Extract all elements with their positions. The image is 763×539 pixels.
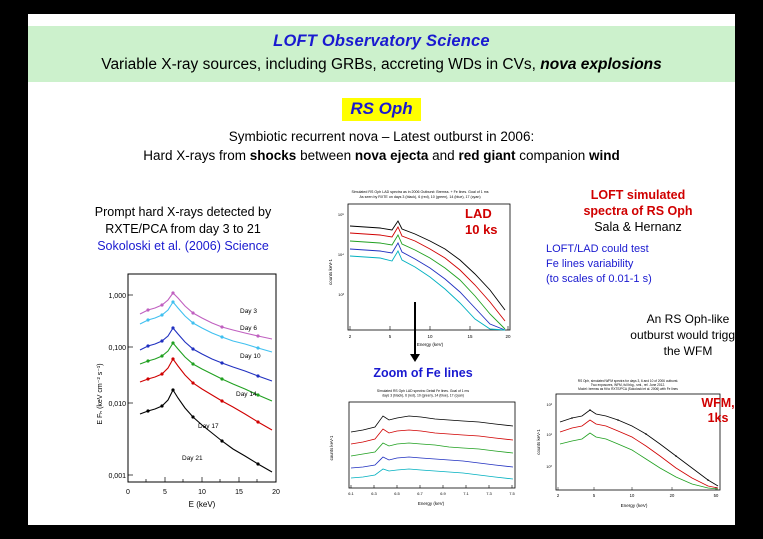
svg-text:7.5: 7.5: [509, 491, 515, 496]
page-title: [28, 98, 735, 121]
svg-text:Day 17: Day 17: [198, 423, 219, 430]
svg-text:10¹: 10¹: [546, 433, 552, 437]
wfm-caption-line-3: the WFM: [663, 344, 713, 358]
subtitle-frag-e: and: [428, 148, 459, 163]
loft-note: [546, 242, 731, 287]
subtitle-frag-c: between: [296, 148, 355, 163]
svg-text:Day 14: Day 14: [236, 391, 257, 398]
svg-text:6.7: 6.7: [417, 491, 423, 496]
subtitle-block: [28, 127, 735, 165]
svg-text:20: 20: [505, 334, 511, 339]
svg-text:5: 5: [592, 493, 596, 498]
svg-text:15: 15: [235, 489, 243, 496]
left-caption-reference: Sokoloski et al. (2006) Science: [97, 239, 269, 253]
loft-note-line-2: Fe lines variability: [546, 258, 634, 270]
svg-text:6.5: 6.5: [394, 491, 400, 496]
svg-text:0,100: 0,100: [108, 345, 126, 352]
svg-text:20: 20: [669, 493, 675, 498]
left-caption: [68, 204, 298, 255]
svg-text:RS Oph, simulated WFM spectra: RS Oph, simulated WFM spectra for days 3, 6 and 10 of 2006 outburst.: [577, 379, 679, 383]
svg-text:Energy (keV): Energy (keV): [620, 503, 648, 508]
loft-note-line-1: LOFT/LAD could test: [546, 243, 649, 255]
svg-text:days 3 (black), 6 (red), 10 (g: days 3 (black), 6 (red), 10 (green), 14 (blue), 17 (cyan): [382, 393, 464, 398]
wfm-caption: [623, 311, 753, 359]
chart-zoom-fe-lines: [323, 386, 523, 514]
svg-text:Day 10: Day 10: [240, 353, 261, 360]
svg-text:10³: 10³: [338, 292, 344, 297]
svg-text:Day 21: Day 21: [182, 455, 203, 462]
subtitle-line-1: Symbiotic recurrent nova – Latest outburst in 2006:: [228, 129, 535, 144]
svg-text:2: 2: [556, 493, 560, 498]
svg-text:5: 5: [388, 334, 392, 339]
chart-rxte-pca-svg: [90, 264, 290, 512]
left-caption-line-2: RXTE/PCA from day 3 to 21: [105, 222, 261, 236]
svg-text:10: 10: [629, 493, 635, 498]
svg-text:10: 10: [427, 334, 433, 339]
svg-text:15: 15: [467, 334, 473, 339]
subtitle-line-2: [28, 146, 735, 165]
zoom-fe-lines-label: Zoom of Fe lines: [373, 366, 473, 380]
chart-rxte-pca-spectra: [90, 264, 290, 512]
wfm-caption-line-1: An RS Oph-like: [646, 312, 730, 326]
svg-text:counts keV-1: counts keV-1: [328, 258, 333, 286]
svg-text:2: 2: [348, 334, 352, 339]
svg-text:1,000: 1,000: [108, 293, 126, 300]
svg-text:Energy (keV): Energy (keV): [417, 501, 445, 506]
loft-sim-line-1: LOFT simulated: [590, 188, 686, 202]
svg-text:Simulated RS Oph LAD spectra a: Simulated RS Oph LAD spectra as in 2006 Outburst: Bremss. + Fe lines. Goal of 1 ms: [351, 190, 489, 194]
slide: [28, 14, 746, 525]
wfm-label-line-1: WFM,: [701, 396, 735, 410]
svg-text:As seen by RXTE on days 3 (bla: As seen by RXTE on days 3 (black), 6 (red), 10 (green), 14 (blue), 17 (cyan): [359, 195, 481, 199]
svg-text:Energy (keV): Energy (keV): [416, 342, 444, 347]
svg-text:counts keV-1: counts keV-1: [536, 429, 541, 455]
page-title-text: RS Oph: [342, 98, 420, 121]
lad-label: [465, 206, 535, 238]
subtitle-frag-a: Hard X-rays from: [143, 148, 250, 163]
svg-text:E Fₕ (keV cm⁻² s⁻¹): E Fₕ (keV cm⁻² s⁻¹): [97, 363, 104, 425]
header-subtitle-text: Variable X-ray sources, including GRBs, accreting WDs in CVs,: [101, 56, 541, 73]
svg-text:10: 10: [198, 489, 206, 496]
svg-text:Day 3: Day 3: [240, 308, 257, 315]
svg-text:7.1: 7.1: [463, 491, 469, 496]
svg-text:0,010: 0,010: [108, 401, 126, 408]
slide-header-banner: [28, 26, 735, 82]
subtitle-frag-shocks: shocks: [249, 148, 297, 163]
subtitle-frag-wind: wind: [589, 148, 620, 163]
svg-text:E (keV): E (keV): [188, 500, 216, 509]
subtitle-frag-ejecta: nova ejecta: [354, 148, 429, 163]
svg-text:6.3: 6.3: [371, 491, 377, 496]
svg-text:10⁴: 10⁴: [337, 252, 344, 257]
header-subtitle: [28, 56, 735, 74]
wfm-label: [691, 396, 745, 426]
header-title: LOFT Observatory Science: [273, 32, 490, 50]
header-subtitle-emphasis: nova explosions: [540, 56, 662, 73]
svg-text:Two exposures, WFM, full bkg.,: Two exposures, WFM, full bkg., sml., ref. June 2012.: [590, 383, 666, 387]
svg-text:Model: bremss as fit to RXTE/P: Model: bremss as fit to RXTE/PCA (Sokoloski et al. 2006) with Fe lines: [578, 387, 678, 391]
down-arrow-icon: [414, 302, 416, 354]
svg-text:5: 5: [163, 489, 167, 496]
svg-text:50: 50: [713, 493, 719, 498]
chart-zoom-fe-svg: [323, 386, 523, 514]
lad-label-line-2: 10 ks: [465, 222, 498, 237]
svg-text:6.9: 6.9: [440, 491, 446, 496]
lad-label-line-1: LAD: [465, 206, 492, 221]
svg-text:Day 6: Day 6: [240, 325, 257, 332]
svg-text:0: 0: [126, 489, 130, 496]
svg-text:10⁵: 10⁵: [337, 212, 344, 217]
left-caption-line-1: Prompt hard X-rays detected by: [94, 205, 272, 219]
subtitle-frag-g: companion: [515, 148, 589, 163]
svg-text:10⁰: 10⁰: [546, 465, 552, 469]
subtitle-frag-redgiant: red giant: [458, 148, 516, 163]
wfm-label-line-2: 1ks: [707, 411, 729, 425]
wfm-caption-line-2: outburst would trigger: [630, 328, 746, 342]
loft-simulated-caption: [548, 187, 728, 235]
svg-text:10²: 10²: [546, 403, 552, 407]
svg-text:counts keV-1: counts keV-1: [329, 435, 334, 461]
loft-sim-line-2: spectra of RS Oph: [583, 204, 693, 218]
loft-sim-authors: Sala & Hernanz: [594, 220, 682, 234]
svg-text:6.1: 6.1: [348, 491, 354, 496]
loft-note-line-3: (to scales of 0.01-1 s): [546, 273, 652, 285]
svg-text:0,001: 0,001: [108, 473, 126, 480]
svg-text:7.3: 7.3: [486, 491, 492, 496]
svg-text:Simulated RS Oph LAD spectra:: Simulated RS Oph LAD spectra: Detail Fe lines. Goal of 1 ms: [376, 389, 470, 393]
svg-text:20: 20: [272, 489, 280, 496]
